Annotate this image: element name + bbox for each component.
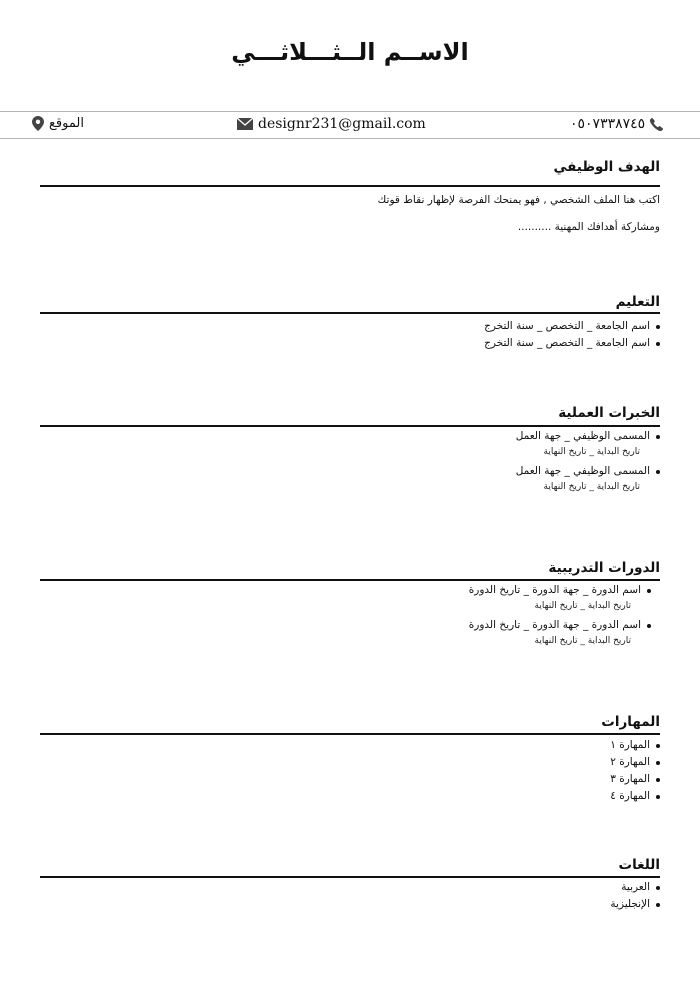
location-pin-icon (32, 116, 44, 131)
course-dates: تاريخ البداية _ تاريخ النهاية (534, 636, 631, 646)
skills-list (610, 737, 660, 805)
courses-heading: الدورات التدريبية (548, 560, 660, 576)
course-entry (469, 617, 651, 648)
phone-text: ٠٥٠٧٣٣٨٧٤٥ (570, 116, 646, 132)
job-dates: تاريخ البداية _ تاريخ النهاية (543, 447, 640, 457)
course-name: اسم الدورة _ جهة الدورة _ تاريخ الدورة (468, 619, 641, 631)
courses-divider (40, 579, 660, 581)
objective-line-2: ومشاركة أهدافك المهنية .......... (517, 221, 660, 233)
experience-divider (40, 425, 660, 427)
skills-divider (40, 733, 660, 735)
list-item: الإنجليزية (610, 896, 660, 913)
list-item: العربية (610, 879, 660, 896)
page-title: الاســم الــثـــلاثـــي (231, 38, 469, 66)
envelope-icon (237, 118, 253, 130)
contact-bar (0, 111, 700, 139)
experience-entry (516, 463, 660, 494)
languages-list (610, 879, 660, 913)
list-item: اسم الجامعة _ التخصص _ سنة التخرج (484, 318, 660, 335)
job-role: المسمى الوظيفي _ جهة العمل (515, 430, 650, 442)
list-item: المهارة ٤ (610, 788, 660, 805)
job-role: المسمى الوظيفي _ جهة العمل (515, 465, 650, 477)
languages-divider (40, 876, 660, 878)
courses-list (469, 582, 651, 652)
list-item: المهارة ١ (610, 737, 660, 754)
objective-divider (40, 185, 660, 187)
course-dates: تاريخ البداية _ تاريخ النهاية (534, 601, 631, 611)
list-item: المهارة ٣ (610, 771, 660, 788)
list-item: المهارة ٢ (610, 754, 660, 771)
education-list (484, 318, 660, 352)
course-entry (469, 582, 651, 613)
objective-heading: الهدف الوظيفي (553, 159, 660, 175)
email-item (237, 116, 426, 132)
email-text: designr231@gmail.com (258, 116, 426, 132)
location-item (32, 116, 84, 131)
experience-heading: الخبرات العملية (558, 405, 660, 421)
experience-entry (516, 428, 660, 459)
course-name: اسم الدورة _ جهة الدورة _ تاريخ الدورة (468, 584, 641, 596)
education-heading: التعليم (615, 294, 660, 310)
skills-heading: المهارات (601, 714, 660, 730)
objective-line-1: اكتب هنا الملف الشخصي , فهو يمنحك الفرصة لإظهار نقاط قوتك (377, 194, 660, 206)
phone-icon (650, 118, 663, 131)
job-dates: تاريخ البداية _ تاريخ النهاية (543, 482, 640, 492)
phone-item (570, 116, 663, 132)
location-text: الموقع (49, 116, 84, 131)
list-item: اسم الجامعة _ التخصص _ سنة التخرج (484, 335, 660, 352)
education-divider (40, 312, 660, 314)
languages-heading: اللغات (618, 857, 660, 873)
experience-list (516, 428, 660, 498)
